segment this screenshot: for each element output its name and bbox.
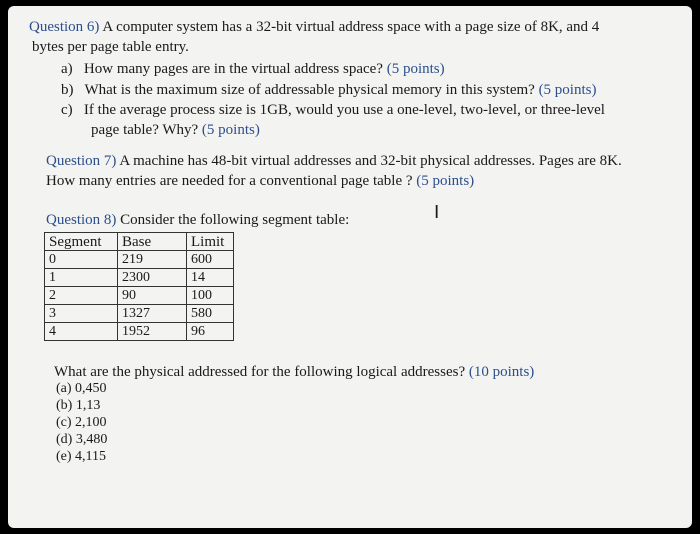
- q6-item-c-continuation: [91, 121, 260, 139]
- cell-base: 2300: [118, 269, 187, 287]
- q8-text: Consider the following segment table:: [120, 212, 350, 228]
- q7-cont: How many entries are needed for a conventional page table ?: [46, 173, 413, 189]
- q6-item-c-points: (5 points): [201, 122, 260, 138]
- q6-text: A computer system has a 32-bit virtual address space with a page size of 8K, and 4: [102, 19, 600, 35]
- cell-limit: 600: [187, 251, 234, 269]
- document-page: [8, 6, 692, 528]
- q6-item-b: [61, 81, 596, 99]
- cell-limit: 96: [187, 323, 234, 341]
- q8-points: (10 points): [468, 364, 535, 380]
- q8-line: [46, 211, 349, 229]
- segment-table: [44, 232, 234, 341]
- q7-points: (5 points): [416, 173, 475, 189]
- cell-base: 219: [118, 251, 187, 269]
- cell-base: 90: [118, 287, 187, 305]
- header-base: Base: [118, 233, 187, 251]
- address-option: (c) 2,100: [56, 415, 107, 430]
- table-row: [45, 305, 234, 323]
- q6-item-b-text: What is the maximum size of addressable physical memory in this system?: [84, 82, 535, 98]
- q6-item-a-marker: a): [61, 61, 73, 77]
- q8-label: Question 8): [46, 212, 117, 228]
- q6-item-c: [61, 101, 605, 119]
- q6-item-a-points: (5 points): [386, 61, 445, 77]
- header-limit: Limit: [187, 233, 234, 251]
- cell-base: 1952: [118, 323, 187, 341]
- q7-line: [46, 152, 622, 170]
- text-cursor-icon: I: [434, 202, 440, 223]
- cell-limit: 100: [187, 287, 234, 305]
- table-header-row: [45, 233, 234, 251]
- address-option: (a) 0,450: [56, 381, 107, 396]
- cell-segment: 4: [45, 323, 118, 341]
- q7-label: Question 7): [46, 153, 117, 169]
- q6-item-a: [61, 60, 445, 78]
- q8-question-text: What are the physical addressed for the following logical addresses?: [54, 364, 466, 380]
- cell-segment: 0: [45, 251, 118, 269]
- q8-question: [54, 363, 534, 381]
- cell-segment: 1: [45, 269, 118, 287]
- q6-item-c-text2: page table? Why?: [91, 122, 199, 138]
- q6-line: [29, 18, 599, 36]
- address-option: (d) 3,480: [56, 432, 108, 447]
- cell-base: 1327: [118, 305, 187, 323]
- cell-segment: 3: [45, 305, 118, 323]
- q6-item-b-marker: b): [61, 82, 74, 98]
- table-row: [45, 251, 234, 269]
- cell-segment: 2: [45, 287, 118, 305]
- q6-item-b-points: (5 points): [538, 82, 597, 98]
- address-option: (b) 1,13: [56, 398, 101, 413]
- q6-continuation: bytes per page table entry.: [32, 39, 189, 55]
- q6-item-c-marker: c): [61, 102, 73, 118]
- q7-text: A machine has 48-bit virtual addresses and 32-bit physical addresses. Pages are 8K.: [119, 153, 622, 169]
- q7-continuation: [46, 172, 474, 190]
- q6-item-c-text: If the average process size is 1GB, would you use a one-level, two-level, or three-level: [83, 102, 605, 118]
- table-row: [45, 287, 234, 305]
- table-row: [45, 323, 234, 341]
- q6-item-a-text: How many pages are in the virtual address space?: [83, 61, 383, 77]
- q6-label: Question 6): [29, 19, 100, 35]
- cell-limit: 14: [187, 269, 234, 287]
- cell-limit: 580: [187, 305, 234, 323]
- table-row: [45, 269, 234, 287]
- header-segment: Segment: [45, 233, 118, 251]
- address-option: (e) 4,115: [56, 449, 107, 464]
